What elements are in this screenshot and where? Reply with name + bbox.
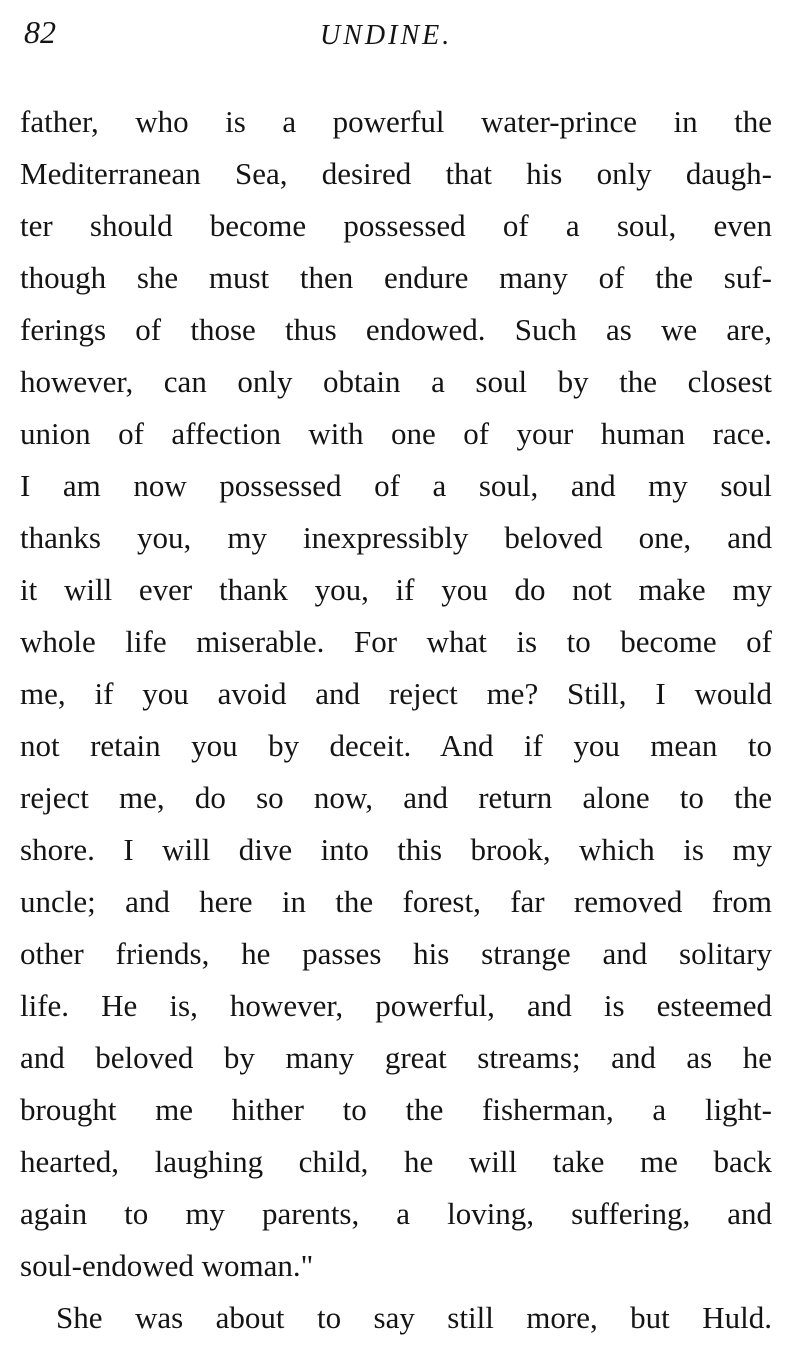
text-line: life. He is, however, powerful, and is esteemed — [20, 988, 772, 1023]
text-line: me, if you avoid and reject me? Still, I would — [20, 676, 772, 711]
running-title: UNDINE. — [320, 20, 453, 51]
text-line: hearted, laughing child, he will take me back — [20, 1144, 772, 1179]
text-line: Mediterranean Sea, desired that his only daugh- — [20, 156, 772, 191]
text-line: however, can only obtain a soul by the closest — [20, 364, 772, 399]
text-line: whole life miserable. For what is to become of — [20, 624, 772, 659]
text-line: uncle; and here in the forest, far removed from — [20, 884, 772, 919]
text-line: soul-endowed woman." — [20, 1248, 314, 1283]
text-line: it will ever thank you, if you do not make my — [20, 572, 772, 607]
text-line: though she must then endure many of the suf- — [20, 260, 772, 295]
text-line: I am now possessed of a soul, and my soul — [20, 468, 772, 503]
text-line: father, who is a powerful water-prince in the — [20, 104, 772, 139]
page-number: 82 — [24, 14, 56, 50]
text-line: not retain you by deceit. And if you mean to — [20, 728, 772, 763]
text-line: thanks you, my inexpressibly beloved one, and — [20, 520, 772, 555]
text-line: brought me hither to the fisherman, a light- — [20, 1092, 772, 1127]
text-line: ter should become possessed of a soul, even — [20, 208, 772, 243]
text-line: shore. I will dive into this brook, which is my — [20, 832, 772, 867]
text-line: She was about to say still more, but Huld. — [56, 1300, 772, 1335]
text-line: reject me, do so now, and return alone to the — [20, 780, 772, 815]
text-line: ferings of those thus endowed. Such as we are, — [20, 312, 772, 347]
text-line: other friends, he passes his strange and solitary — [20, 936, 772, 971]
text-line: again to my parents, a loving, suffering, and — [20, 1196, 772, 1231]
text-line: and beloved by many great streams; and as he — [20, 1040, 772, 1075]
text-line: union of affection with one of your human race. — [20, 416, 772, 451]
body-text — [20, 96, 772, 1344]
running-head — [0, 10, 791, 60]
